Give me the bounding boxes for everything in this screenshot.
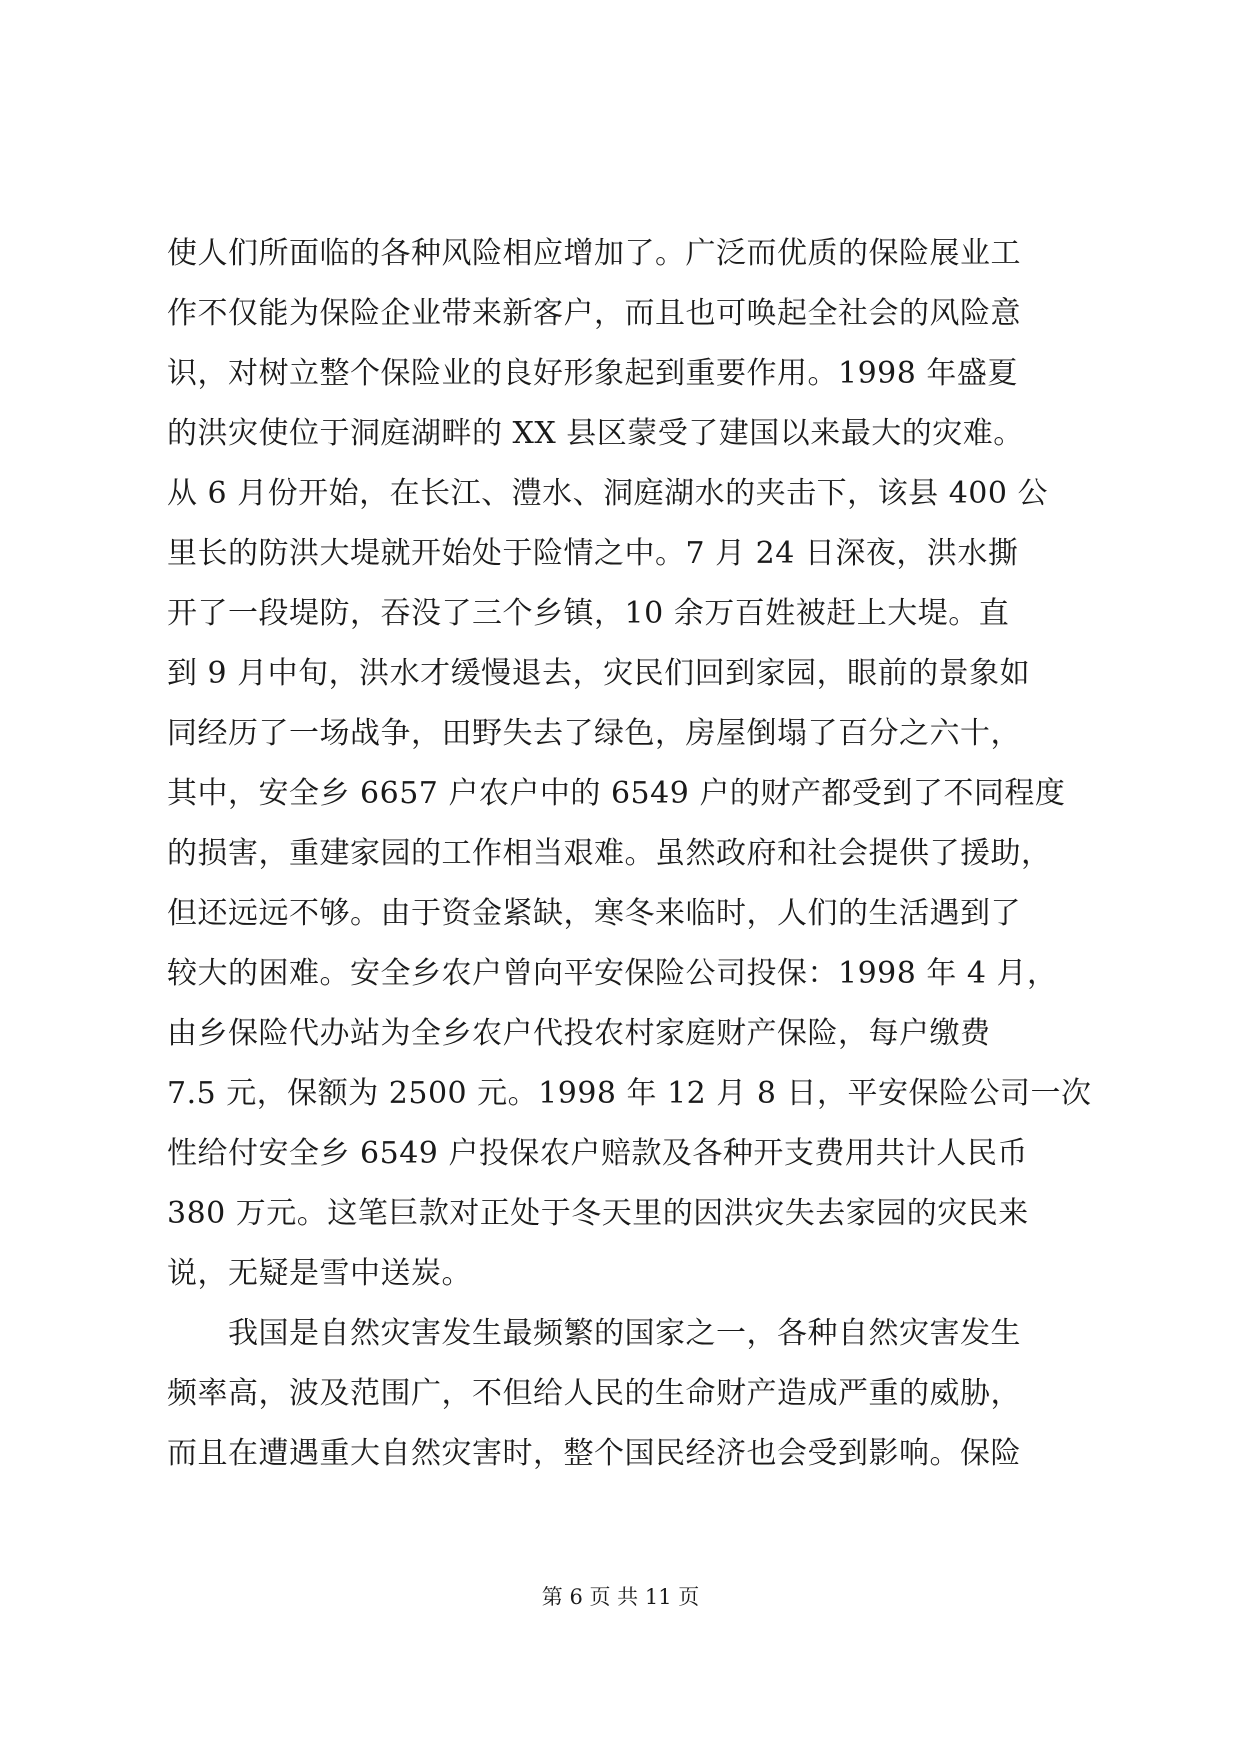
text-line: 较大的困难。安全乡农户曾向平安保险公司投保：1998 年 4 月， xyxy=(167,956,1058,991)
text-line: 而且在遭遇重大自然灾害时，整个国民经济也会受到影响。保险 xyxy=(167,1436,1021,1471)
page-indicator: 第 6 页 共 11 页 xyxy=(541,1585,700,1609)
text-line: 性给付安全乡 6549 户投保农户赔款及各种开支费用共计人民币 xyxy=(167,1136,1028,1171)
text-line: 作不仅能为保险企业带来新客户，而且也可唤起全社会的风险意 xyxy=(167,296,1021,331)
text-line: 从 6 月份开始，在长江、澧水、洞庭湖水的夹击下，该县 400 公 xyxy=(167,476,1048,511)
text-line: 的洪灾使位于洞庭湖畔的 XX 县区蒙受了建国以来最大的灾难。 xyxy=(167,416,1024,451)
text-line: 频率高，波及范围广，不但给人民的生命财产造成严重的威胁， xyxy=(167,1376,1021,1411)
text-line: 到 9 月中旬，洪水才缓慢退去，灾民们回到家园，眼前的景象如 xyxy=(167,656,1031,691)
text-line: 使人们所面临的各种风险相应增加了。广泛而优质的保险展业工 xyxy=(167,236,1021,271)
text-line: 识，对树立整个保险业的良好形象起到重要作用。1998 年盛夏 xyxy=(167,356,1018,391)
text-line: 开了一段堤防，吞没了三个乡镇，10 余万百姓被赶上大堤。直 xyxy=(167,596,1010,631)
page-footer xyxy=(0,1582,1241,1612)
text-line: 但还远远不够。由于资金紧缺，寒冬来临时，人们的生活遇到了 xyxy=(167,896,1021,931)
text-line: 说，无疑是雪中送炭。 xyxy=(167,1256,472,1291)
text-line: 7.5 元，保额为 2500 元。1998 年 12 月 8 日，平安保险公司一次 xyxy=(167,1076,1092,1111)
text-line: 里长的防洪大堤就开始处于险情之中。7 月 24 日深夜，洪水撕 xyxy=(167,536,1019,571)
text-line: 我国是自然灾害发生最频繁的国家之一，各种自然灾害发生 xyxy=(167,1316,1021,1351)
text-line: 其中，安全乡 6657 户农户中的 6549 户的财产都受到了不同程度 xyxy=(167,776,1066,811)
text-line: 同经历了一场战争，田野失去了绿色，房屋倒塌了百分之六十， xyxy=(167,716,1021,751)
text-line: 380 万元。这笔巨款对正处于冬天里的因洪灾失去家园的灾民来 xyxy=(167,1196,1029,1231)
text-line: 的损害，重建家园的工作相当艰难。虽然政府和社会提供了援助， xyxy=(167,836,1052,871)
text-line: 由乡保险代办站为全乡农户代投农村家庭财产保险，每户缴费 xyxy=(167,1016,991,1051)
